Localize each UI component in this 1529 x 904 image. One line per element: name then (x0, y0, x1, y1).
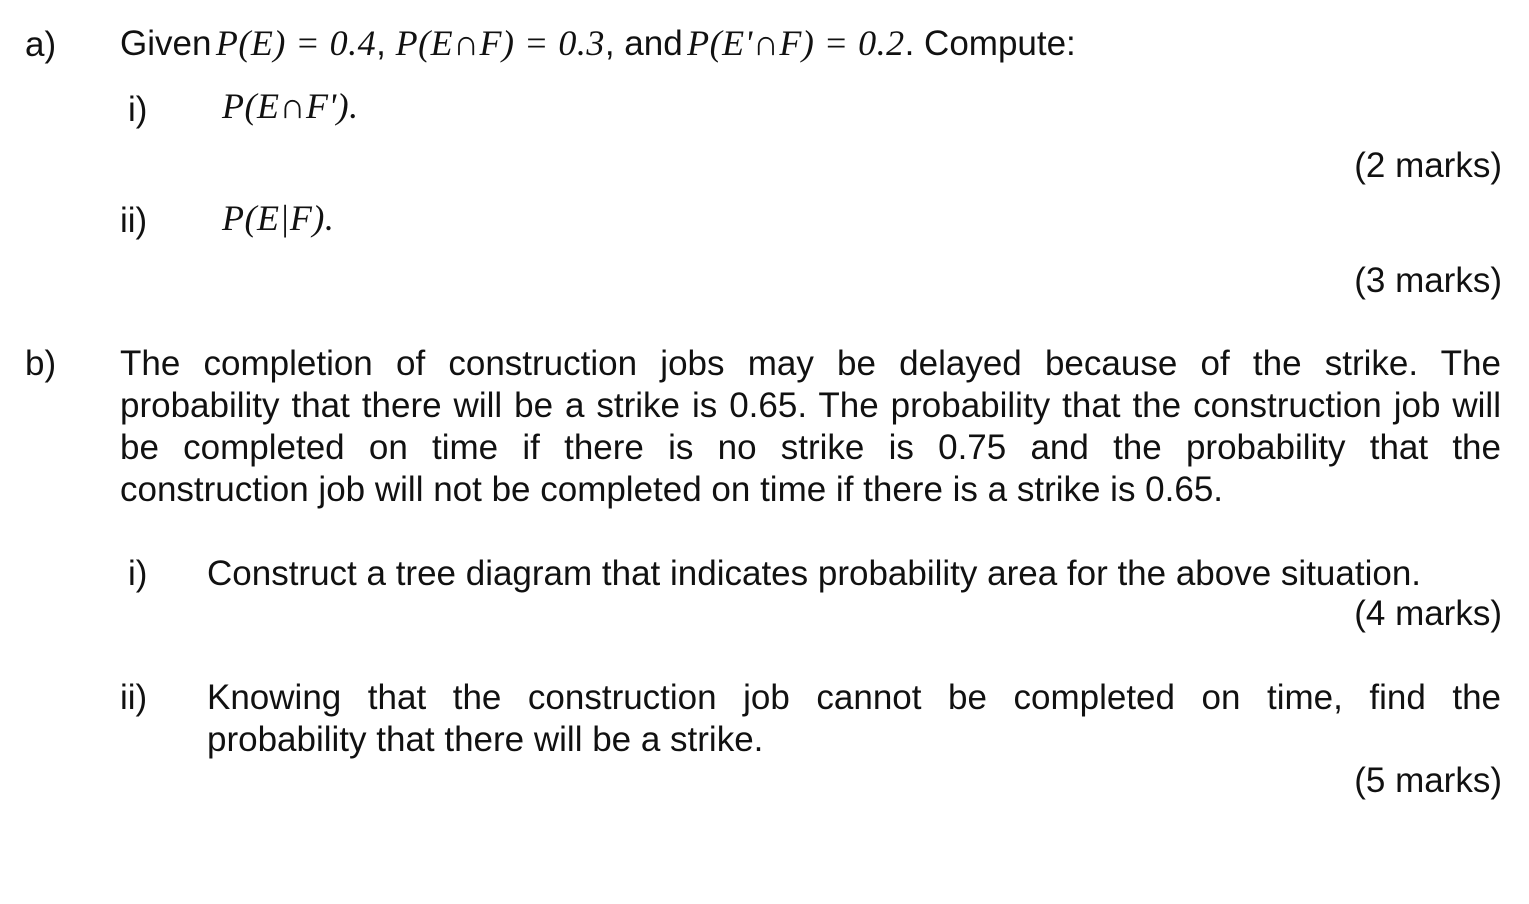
part-a-ii-label: ii) (120, 201, 148, 240)
part-b-i-marks: (4 marks) (1354, 594, 1502, 633)
paragraph-line: probability that there will be a strike is 0.65. The probability that the construction job will (120, 386, 1501, 425)
part-b-ii-marks: (5 marks) (1354, 761, 1502, 800)
given-text: Given (120, 24, 212, 63)
part-a-ii-marks: (3 marks) (1354, 261, 1502, 300)
part-b-ii-question (207, 677, 1501, 761)
part-b-label: b) (25, 344, 57, 383)
part-a-i-marks: (2 marks) (1354, 146, 1502, 185)
compute-text: . Compute: (904, 24, 1076, 63)
prob-e-complement-and-f-expression: P(E'∩F) = 0.2 (687, 23, 905, 63)
paragraph-line: be completed on time if there is no strike is 0.75 and the probability that the (120, 428, 1501, 467)
part-a-ii-expression: P(E|F). (222, 198, 335, 238)
part-a-i-label: i) (128, 90, 148, 129)
question-line: probability that there will be a strike. (207, 720, 764, 759)
part-a-label: a) (25, 25, 57, 64)
part-a-given-line: Given P(E) = 0.4, P(E∩F) = 0.3, and P(E'∩F) = 0.2. Compute: (120, 23, 1076, 63)
part-b-i-label: i) (128, 554, 148, 593)
part-a-i-expression: P(E∩F'). (222, 86, 359, 126)
part-b-ii-label: ii) (120, 678, 148, 717)
paragraph-line: construction job will not be completed on time if there is a strike is 0.65. (120, 470, 1224, 509)
prob-e-and-f-expression: P(E∩F) = 0.3 (395, 23, 605, 63)
paragraph-line: The completion of construction jobs may be delayed because of the strike. The (120, 344, 1501, 383)
prob-e-expression: P(E) = 0.4 (215, 23, 377, 63)
question-line: Knowing that the construction job cannot be completed on time, find the (207, 678, 1501, 717)
part-b-i-question: Construct a tree diagram that indicates probability area for the above situation. (207, 554, 1422, 593)
part-b-paragraph (120, 343, 1501, 511)
and-text: , and (604, 24, 683, 63)
